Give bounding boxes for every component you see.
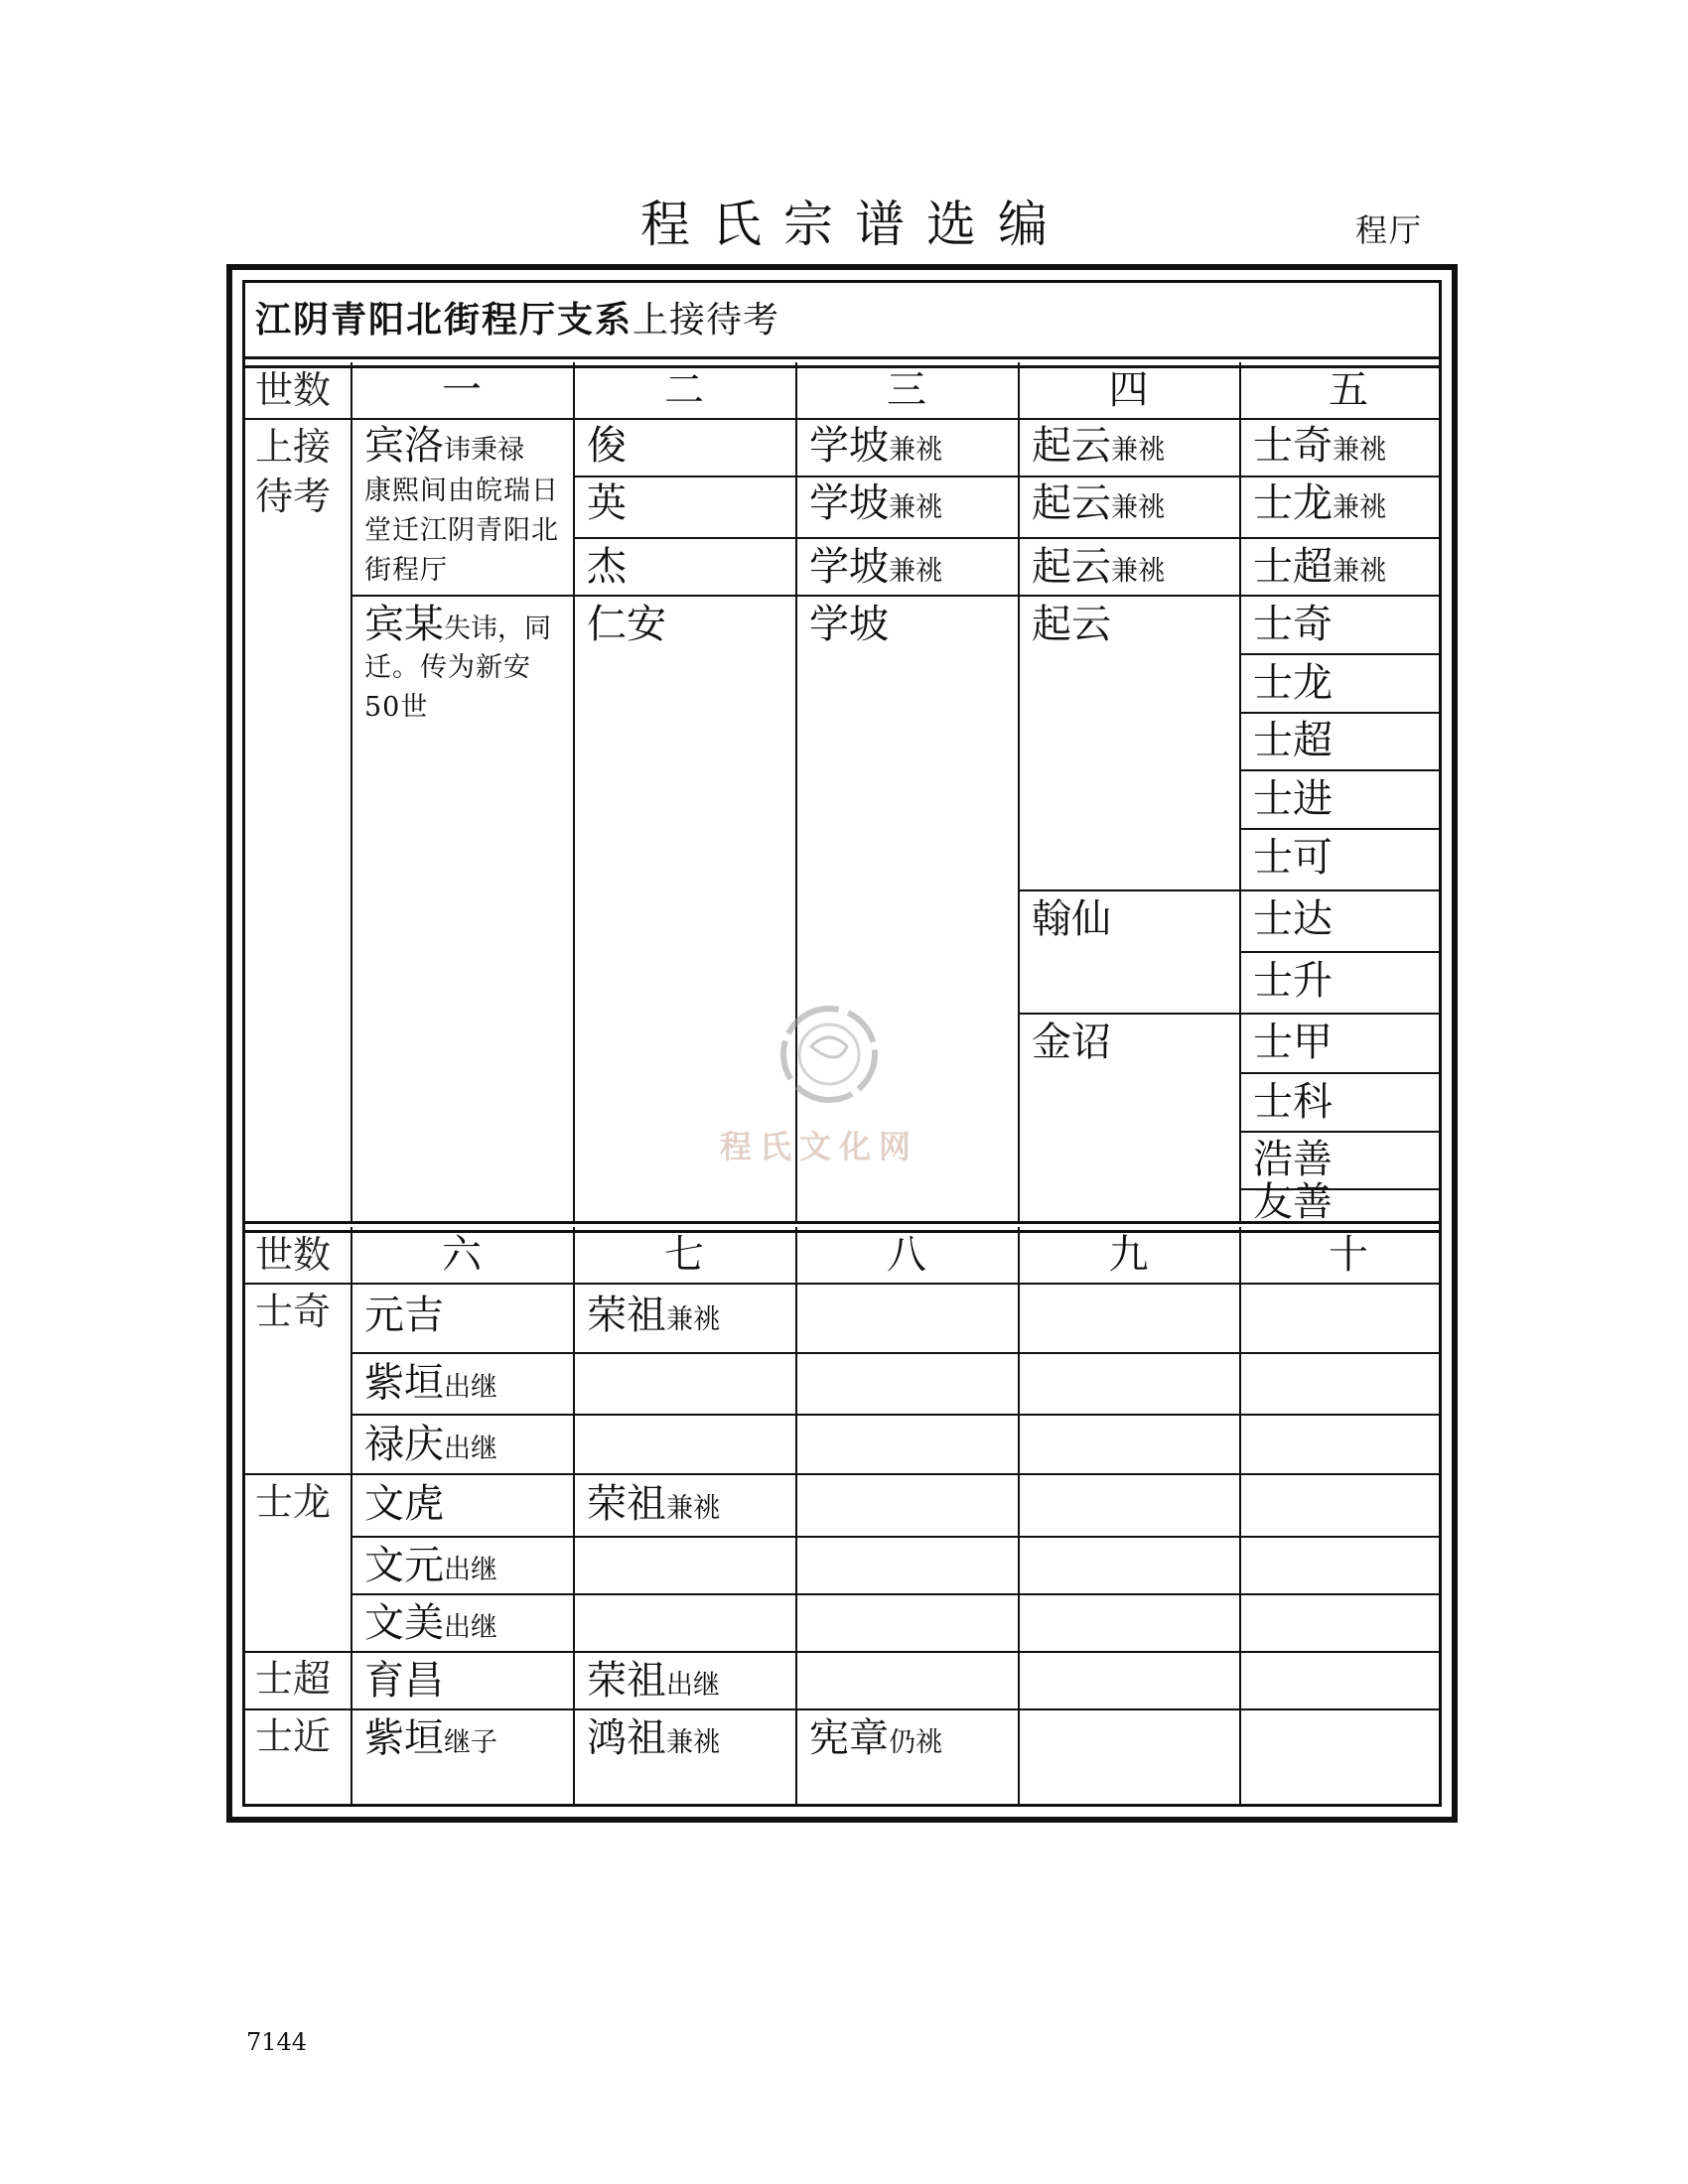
person-note: 出继 xyxy=(444,1555,497,1585)
person-entry xyxy=(364,1542,497,1589)
person-note: 出继 xyxy=(666,1670,720,1701)
generation-number: 五 xyxy=(1329,367,1368,413)
person-annotation: 康熙间由皖瑞日堂迁江阴青阳北街程厅 xyxy=(364,476,559,586)
grid-line xyxy=(1239,769,1439,771)
grid-line xyxy=(351,1414,1439,1416)
person-name: 士进 xyxy=(1253,776,1333,822)
person-note: 仍祧 xyxy=(889,1727,942,1758)
generation-label: 世数 xyxy=(255,1233,332,1277)
person-entry xyxy=(809,1714,942,1762)
person-entry xyxy=(364,1421,497,1468)
person-note: 出继 xyxy=(444,1612,497,1643)
person-name: 士龙 xyxy=(1253,480,1333,526)
person-name: 翰仙 xyxy=(1032,896,1111,942)
person-name: 起云 xyxy=(1032,423,1111,469)
ancestor-label: 上接 待考 xyxy=(255,425,332,518)
generation-number: 四 xyxy=(1108,367,1149,413)
person-note: 兼祧 xyxy=(1333,556,1386,587)
page-tag: 程厅 xyxy=(1355,211,1424,249)
grid-line xyxy=(1239,653,1439,655)
grid-line xyxy=(351,595,1439,597)
person-entry xyxy=(364,601,551,648)
person-entry xyxy=(1032,601,1111,648)
grid-line xyxy=(795,1227,797,1804)
generation-number: 二 xyxy=(664,367,704,413)
seal-icon xyxy=(700,1003,998,1122)
person-name: 荣祖 xyxy=(587,1658,666,1704)
ancestor-label: 士近 xyxy=(255,1714,332,1758)
generation-number: 六 xyxy=(442,1232,482,1278)
person-name xyxy=(1253,1179,1333,1225)
person-name: 起云 xyxy=(1032,602,1111,647)
generation-label: 世数 xyxy=(255,368,332,412)
person-name: 鸿祖 xyxy=(587,1715,666,1761)
grid-line xyxy=(1239,362,1241,1221)
person-name: 文元 xyxy=(364,1543,444,1588)
watermark-text: 程氏文化网 xyxy=(719,1128,918,1165)
person-name: 紫垣 xyxy=(364,1360,444,1406)
person-annotation: 迁。传为新安50世 xyxy=(364,652,531,723)
person-entry xyxy=(364,422,524,470)
person-name: 杰 xyxy=(587,544,627,590)
grid-line xyxy=(351,362,352,1221)
person-name: 宾某 xyxy=(364,602,444,647)
person-name: 士奇 xyxy=(1253,423,1333,469)
page-number: 7144 xyxy=(246,2028,308,2056)
person-name: 士可 xyxy=(1253,835,1333,881)
branch-subtitle: 上接待考 xyxy=(633,300,780,341)
generation-number: 八 xyxy=(887,1232,926,1278)
person-note: 兼祧 xyxy=(889,435,942,466)
person-name: 紫垣 xyxy=(364,1715,444,1761)
person-note: 讳秉禄 xyxy=(444,435,524,466)
grid-line xyxy=(1239,828,1439,830)
person-entry xyxy=(1253,422,1386,470)
grid-line xyxy=(245,1651,1439,1653)
person-note: 兼祧 xyxy=(889,556,942,587)
person-entry xyxy=(1032,895,1111,943)
person-name: 荣祖 xyxy=(587,1293,666,1338)
person-entry xyxy=(587,1714,720,1762)
grid-line xyxy=(245,1708,1439,1710)
grid-line xyxy=(1239,1131,1439,1133)
person-name: 士甲 xyxy=(1253,1020,1333,1065)
person-entry xyxy=(587,1292,720,1339)
grid-line xyxy=(351,1536,1439,1538)
person-name: 起云 xyxy=(1032,480,1111,526)
generation-number: 十 xyxy=(1329,1232,1368,1278)
person-entry xyxy=(1253,479,1386,527)
grid-line xyxy=(1239,1227,1241,1804)
grid-line xyxy=(1018,1013,1439,1015)
person-entry xyxy=(1253,543,1386,591)
person-note: 兼祧 xyxy=(1111,556,1165,587)
person-entry xyxy=(1032,543,1165,591)
person-name: 宪章 xyxy=(809,1715,889,1761)
page-title: 程氏宗谱选编 xyxy=(640,196,1069,253)
person-name: 仁安 xyxy=(587,602,666,647)
person-name: 文虎 xyxy=(364,1481,444,1527)
person-note: 失讳，同 xyxy=(444,614,551,644)
grid-line xyxy=(1018,889,1439,891)
person-name-text: 友善 xyxy=(1253,1179,1333,1225)
person-entry xyxy=(587,1657,720,1705)
person-name: 士奇 xyxy=(1253,602,1333,647)
person-note: 兼祧 xyxy=(1111,492,1165,523)
grid-line xyxy=(1239,951,1439,953)
person-note: 兼祧 xyxy=(1333,435,1386,466)
ancestor-label: 士龙 xyxy=(255,1480,332,1524)
grid-line xyxy=(245,418,1439,420)
person-name: 育昌 xyxy=(364,1658,444,1704)
person-note: 兼祧 xyxy=(1111,435,1165,466)
person-note: 出继 xyxy=(444,1433,497,1464)
person-name: 俊 xyxy=(587,423,627,469)
person-name: 英 xyxy=(587,480,627,526)
person-name: 文美 xyxy=(364,1600,444,1646)
ancestor-label: 士奇 xyxy=(255,1290,332,1333)
branch-title: 江阴青阳北街程厅支系 xyxy=(255,299,633,341)
grid-line xyxy=(573,1227,575,1804)
generation-number: 九 xyxy=(1108,1232,1149,1278)
person-name: 士科 xyxy=(1253,1079,1333,1125)
site-watermark xyxy=(700,1003,998,1191)
person-note: 兼祧 xyxy=(1333,492,1386,523)
generation-number: 一 xyxy=(442,367,482,413)
person-entry xyxy=(809,601,889,648)
person-name: 金诏 xyxy=(1032,1020,1111,1065)
person-entry xyxy=(1032,422,1165,470)
person-name: 士升 xyxy=(1253,958,1333,1004)
person-note: 兼祧 xyxy=(666,1304,720,1335)
person-entry xyxy=(809,543,942,591)
grid-line xyxy=(245,1283,1439,1285)
person-name: 元吉 xyxy=(364,1293,444,1338)
grid-line xyxy=(573,362,575,1221)
ancestor-label: 士超 xyxy=(255,1657,332,1701)
grid-line xyxy=(573,537,1439,539)
person-note: 兼祧 xyxy=(889,492,942,523)
person-name: 荣祖 xyxy=(587,1481,666,1527)
grid-line xyxy=(1018,362,1020,1221)
person-name: 学坡 xyxy=(809,544,889,590)
grid-line xyxy=(351,1352,1439,1354)
person-name: 学坡 xyxy=(809,602,889,647)
person-note: 兼祧 xyxy=(666,1493,720,1524)
person-name: 起云 xyxy=(1032,544,1111,590)
grid-line xyxy=(351,1227,352,1804)
grid-line xyxy=(1239,1072,1439,1074)
person-name: 士达 xyxy=(1253,896,1333,942)
person-entry xyxy=(587,1480,720,1528)
grid-line xyxy=(351,1593,1439,1595)
person-note: 出继 xyxy=(444,1372,497,1403)
person-name: 学坡 xyxy=(809,423,889,469)
generation-number: 三 xyxy=(887,367,926,413)
person-entry xyxy=(364,1657,444,1705)
grid-line xyxy=(573,476,1439,478)
person-name: 士龙 xyxy=(1253,660,1333,706)
person-name: 学坡 xyxy=(809,480,889,526)
grid-line xyxy=(1018,1227,1020,1804)
person-entry xyxy=(364,1480,444,1528)
person-entry xyxy=(364,1292,444,1339)
person-name: 浩善 xyxy=(1253,1137,1333,1182)
person-note: 继子 xyxy=(444,1727,497,1758)
person-entry xyxy=(364,1714,497,1762)
grid-line xyxy=(1239,712,1439,714)
person-entry xyxy=(364,1599,497,1647)
branch-header xyxy=(245,283,1439,356)
person-entry xyxy=(1032,479,1165,527)
person-name: 禄庆 xyxy=(364,1422,444,1467)
person-name: 士超 xyxy=(1253,544,1333,590)
person-note: 兼祧 xyxy=(666,1727,720,1758)
grid-line xyxy=(245,1473,1439,1475)
generation-number: 七 xyxy=(664,1232,704,1278)
person-entry xyxy=(364,1359,497,1407)
person-name: 宾洛 xyxy=(364,423,444,469)
person-entry xyxy=(1032,1019,1111,1066)
person-entry xyxy=(809,422,942,470)
person-entry xyxy=(809,479,942,527)
person-name: 士超 xyxy=(1253,718,1333,763)
